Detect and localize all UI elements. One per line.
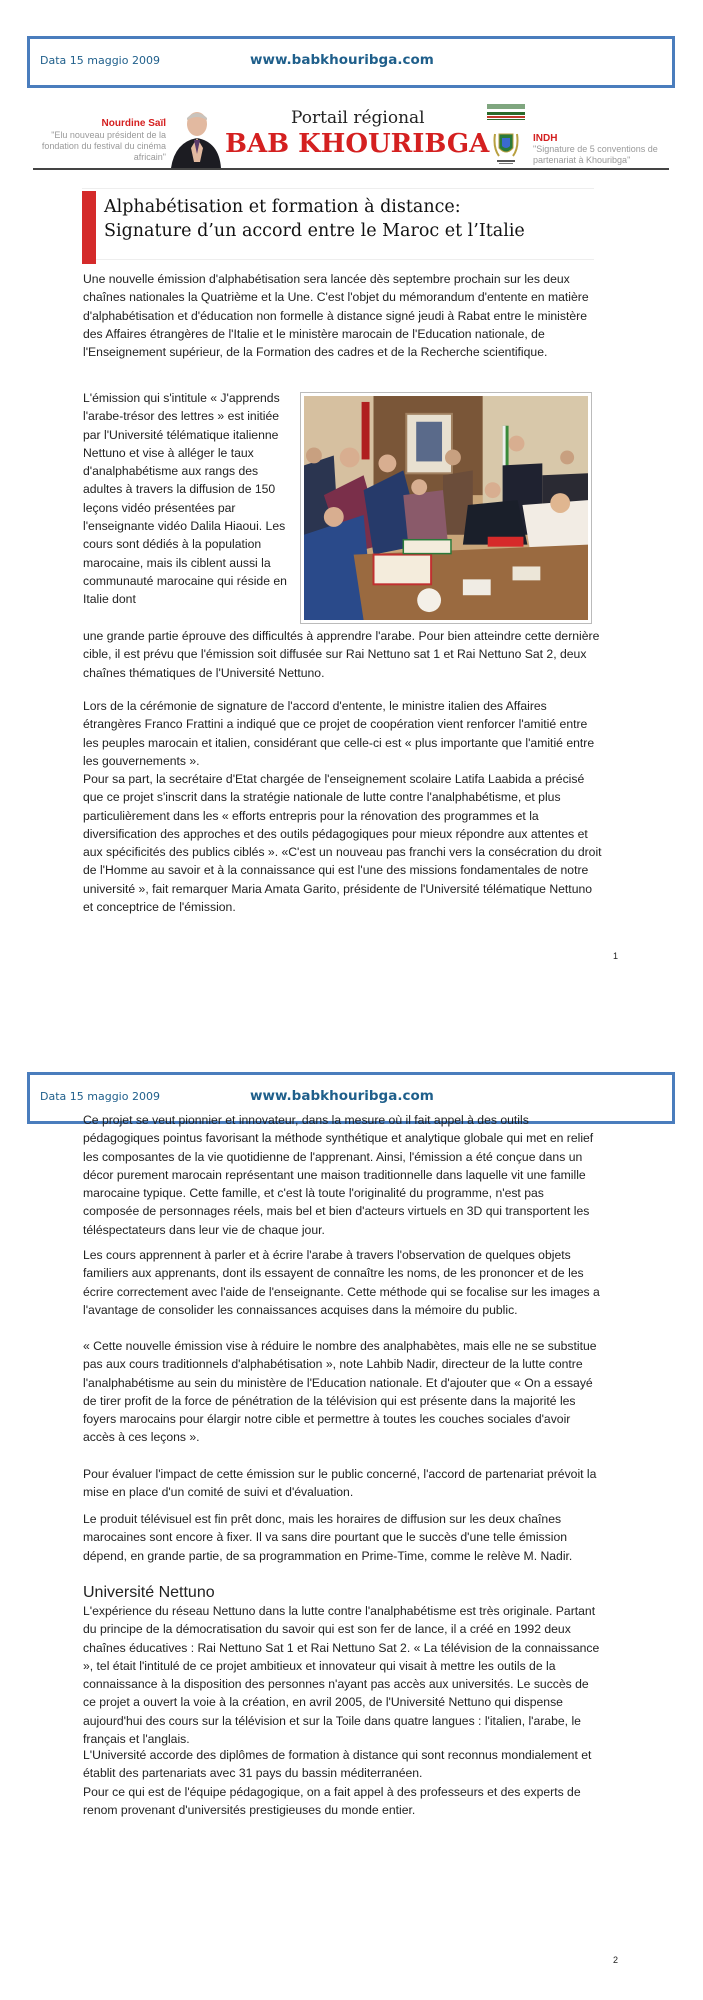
banner-title: BAB KHOURIBGA [225,129,490,159]
article-title [104,195,525,243]
banner-subtitle: Portail régional [291,108,425,128]
page-number-1: 1 [613,951,619,961]
article-title-line1: Alphabétisation et formation à distance: [104,197,461,217]
paragraph-project: Ce projet se veut pionnier et innovateur, dans la mesure où il fait appel à des outils pédagogiques pointus favorisant la méthode synthétique et analytique globale qui met en relief les composantes de la vie quotidienne de l'apprenant. Ainsi, l'émission a été conçue dans un décor purement marocain représentant une maison traditionnelle dans laquelle vit une famille marocaine typique. Cette famille, et c'est là toute l'originalité du programme, n'est pas composée de personnages réels, mais bel et bien d'acteurs virtuels en 3D qui transportent les téléspectateurs dans leur vie de chaque jour. [83,1113,594,1237]
paragraph-emission-part2: une grande partie éprouve des difficultés à apprendre l'arabe. Pour bien atteindre cette dernière cible, il est prévu que l'émission soit diffusée sur Rai Nettuno sat 1 et Rai Nettuno Sat 2, deux chaînes thématiques de l'Université Nettuno. [83,629,600,680]
page-number-2: 2 [613,1955,619,1965]
portal-banner [33,102,669,170]
paragraph-nadir-quote: « Cette nouvelle émission vise à réduire le nombre des analphabètes, mais elle ne se substitue pas aux cours traditionnels d'alphabétisation », note Lahbib Nadir, directeur de la lutte contre l'analphabétisme au sein du ministère de l'Education nationale. Et d'ajouter que « On a essayé de tirer profit de la force de pénétration de la télévision qui est présente dans la majorité les foyers marocains pour élargir notre cible et permettre à toutes les couches sociales d'avoir accès à ces leçons ». [83,1339,597,1445]
paragraph-secretary: Pour sa part, la secrétaire d'Etat chargée de l'enseignement scolaire Latifa Laabida a précisé que ce projet s'inscrit dans la stratégie nationale de lutte contre l'analphabétisme, et plus particulièrement dans les « efforts entrepris pour la rénovation des programmes et la diversification des approches et des outils pédagogiques pour mieux répondre aux attentes et aux spécificités des publics ciblés ». «C'est un nouveau pas franchi vers la consécration du droit de l'Homme au savoir et à la connaissance qui est l'une des missions fondamentales de notre université », fait remarquer Maria Amata Garito, présidente de l'Université télématique Nettuno et conceptrice de l'émission. [83,772,602,915]
header-url-link[interactable]: www.babkhouribga.com [250,52,434,68]
title-accent-bar [82,191,96,264]
page-header-box [27,36,675,88]
paragraph-diplomas: L'Université accorde des diplômes de formation à distance qui sont reconnus mondialement et établit des partenariats avec 31 pays du bassin méditerranéen. [83,1748,592,1781]
paragraph-nettuno: L'expérience du réseau Nettuno dans la lutte contre l'analphabétisme est très originale. Partant du principe de la démocratisation du savoir qui est son fer de lance, il a créé en 1992 deux chaînes éducatives : Rai Nettuno Sat 1 et Rai Nettuno Sat 2. « La télévision de la connaissance », tel était l'intitulé de ce projet ambitieux et innovateur qui visait à mettre les outils de la connaissance à la disposition des personnes n'ayant pas accès aux universités. Le succès de ce projet a ouvert la voie à la création, en avril 2005, de l'Université Nettuno qui dispense aujourd'hui des cours sur la télévision et sur la Toile dans quatre langues : l'italien, l'arabe, le français et l'anglais. [83,1604,600,1747]
paragraph-emission-part1: L'émission qui s'intitule « J'apprends l'arabe-trésor des lettres » est initiée par l'Université télématique italienne Nettuno et vise à alléger le taux d'analphabétisme aux rangs des adultes à travers la diffusion de 150 leçons vidéo présentées par l'enseignante vidéo Dalila Hiaoui. Les cours sont dédiés à la population marocaine, mais ils ciblent aussi la communauté marocaine qui réside en Italie dont [83,391,287,607]
header-date: Data 15 maggio 2009 [40,54,160,67]
indh-label[interactable]: INDH [533,133,558,144]
header-date-2: Data 15 maggio 2009 [40,1090,160,1103]
paragraph-courses: Les cours apprennent à parler et à écrire l'arabe à travers l'observation de quelques objets familiers aux apprenants, dont ils essayent de connaître les noms, de les prononcer et de les écrire correctement avec l'aide de l'enseignante. Cette méthode qui se focalise sur les images a l'avantage de consolider les connaissances acquises dans la mémoire du public. [83,1248,600,1317]
paragraph-evaluation: Pour évaluer l'impact de cette émission sur le public concerné, l'accord de partenariat prévoit la mise en place d'un comité de suivi et d'évaluation. [83,1467,597,1500]
signing-ceremony-photo [300,392,592,624]
paragraph-team: Pour ce qui est de l'équipe pédagogique, on a fait appel à des professeurs et des experts de renom provenant d'universités prestigieuses du monde entier. [83,1785,581,1818]
banner-left-name[interactable]: Nourdine Saïl [101,118,166,129]
indh-quote[interactable]: "Signature de 5 conventions de partenariat à Khouribga" [533,144,658,165]
article-title-line2: Signature d’un accord entre le Maroc et l’Italie [104,221,525,241]
arabic-text-logo-icon [485,102,527,122]
article-title-box [82,188,594,260]
banner-left-quote[interactable]: "Elu nouveau président de la fondation du festival du cinéma africain" [41,130,166,162]
portrait-photo [169,108,221,168]
section-heading-nettuno: Université Nettuno [83,1584,215,1601]
paragraph-ceremony: Lors de la cérémonie de signature de l'accord d'entente, le ministre italien des Affaires étrangères Franco Frattini a indiqué que ce projet de coopération vient renforcer l'amitié entre les peuples marocain et italien, considérant que celle-ci est « plus importante que l'amitié entre les gouvernements ». [83,699,595,768]
paragraph-intro: Une nouvelle émission d'alphabétisation sera lancée dès septembre prochain sur les deux chaînes nationales la Quatrième et la Une. C'est l'objet du mémorandum d'entente en matière d'alphabétisation et d'éducation non formelle à distance signé jeudi à Rabat entre le ministère des Affaires étrangères de l'Italie et le ministère marocain de l'Education nationale, de l'Enseignement supérieur, de la Formation des cadres et de la Recherche scientifique. [83,272,589,360]
paragraph-broadcast: Le produit télévisuel est fin prêt donc, mais les horaires de diffusion sur les deux chaînes marocaines sont encore à fixer. Il va sans dire pourtant que le succès d'une telle émission dépend, en grande partie, de sa programmation en Prime-Time, comme le relève M. Nadir. [83,1512,573,1563]
province-emblem-icon [491,128,521,166]
header-url-link-2[interactable]: www.babkhouribga.com [250,1088,434,1104]
